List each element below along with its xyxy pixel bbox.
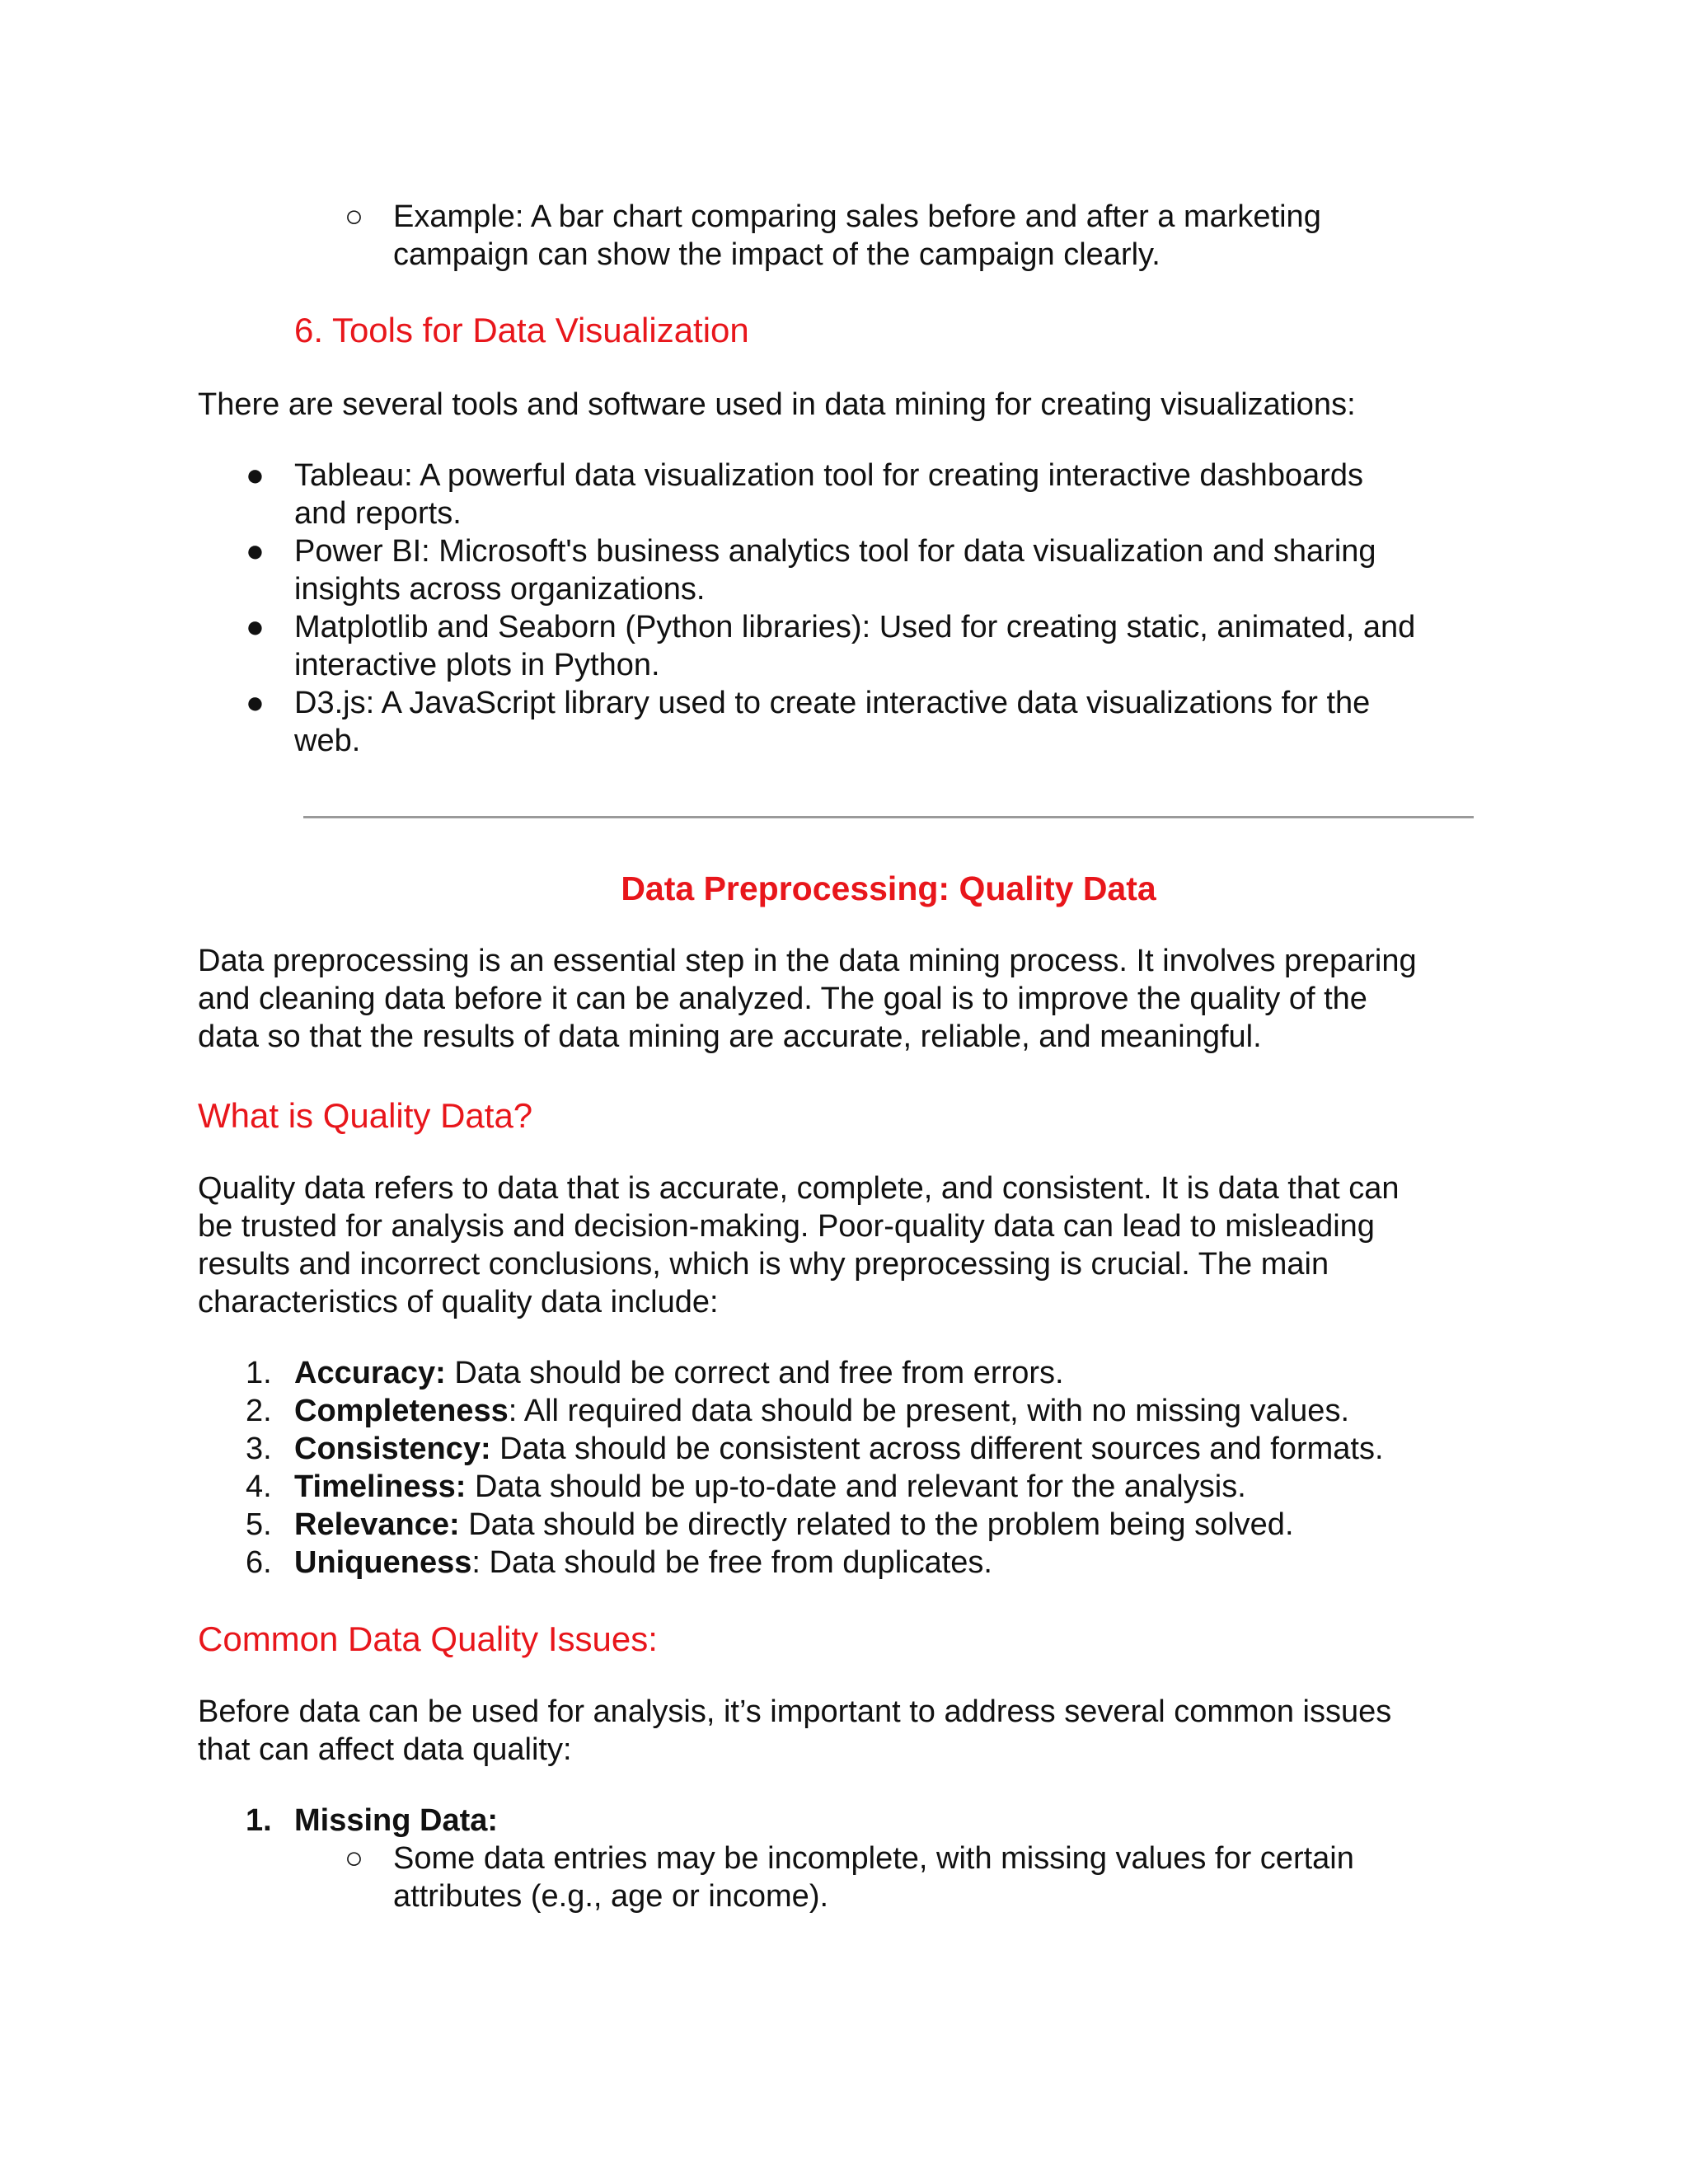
tool-matplotlib-line-2: interactive plots in Python. (294, 648, 660, 682)
tool-tableau-line-1: Tableau: A powerful data visualization tool for creating interactive dashboards (294, 458, 1364, 493)
list-number: 4. (246, 1469, 272, 1504)
preprocessing-intro-line-3: data so that the results of data mining are accurate, reliable, and meaningful. (198, 1019, 1262, 1054)
bullet-icon: ● (246, 458, 265, 493)
list-number: 1. (246, 1803, 272, 1838)
characteristic-desc: Data should be consistent across different sources and formats. (490, 1432, 1384, 1466)
missing-data-line-2: attributes (e.g., age or income). (393, 1879, 829, 1914)
circle-bullet-icon: ○ (345, 199, 363, 234)
list-number: 6. (246, 1545, 272, 1580)
tool-powerbi-line-1: Power BI: Microsoft's business analytics tool for data visualization and sharing (294, 534, 1376, 569)
characteristic-term: Timeliness: (294, 1469, 467, 1504)
tool-tableau-line-2: and reports. (294, 496, 462, 531)
issues-intro-line-2: that can affect data quality: (198, 1732, 572, 1767)
characteristic-term: Uniqueness (294, 1545, 472, 1580)
quality-intro-line-4: characteristics of quality data include: (198, 1285, 719, 1319)
tool-d3-line-1: D3.js: A JavaScript library used to create interactive data visualizations for the (294, 686, 1371, 720)
characteristic-desc: Data should be directly related to the problem being solved. (459, 1507, 1294, 1542)
example-line-1: Example: A bar chart comparing sales before and after a marketing (393, 199, 1321, 234)
tool-d3-line-2: web. (294, 724, 361, 758)
section-title: Data Preprocessing: Quality Data (621, 869, 1156, 907)
issue-missing-data-title: Missing Data: (294, 1803, 499, 1838)
characteristic-term: Accuracy: (294, 1356, 446, 1390)
tool-matplotlib-line-1: Matplotlib and Seaborn (Python libraries): Used for creating static, animated, and (294, 610, 1416, 644)
bullet-icon: ● (246, 534, 265, 569)
missing-data-line-1: Some data entries may be incomplete, with missing values for certain (393, 1841, 1354, 1876)
issues-heading: Common Data Quality Issues: (198, 1619, 658, 1658)
preprocessing-intro-line-1: Data preprocessing is an essential step in the data mining process. It involves preparing (198, 944, 1417, 978)
preprocessing-intro-line-2: and cleaning data before it can be analyzed. The goal is to improve the quality of the (198, 982, 1367, 1016)
horizontal-divider (303, 816, 1474, 818)
characteristic-term: Consistency: (294, 1432, 491, 1466)
example-line-2: campaign can show the impact of the campaign clearly. (393, 237, 1160, 272)
quality-intro-line-3: results and incorrect conclusions, which is why preprocessing is crucial. The main (198, 1247, 1329, 1282)
tools-intro: There are several tools and software used in data mining for creating visualizations: (198, 387, 1356, 422)
characteristic-term: Relevance: (294, 1507, 460, 1542)
characteristic-consistency (294, 1430, 1384, 1468)
quality-heading: What is Quality Data? (198, 1096, 533, 1135)
characteristic-desc: Data should be up-to-date and relevant for the analysis. (466, 1469, 1246, 1504)
characteristic-term: Completeness (294, 1394, 509, 1428)
characteristic-completeness (294, 1392, 1349, 1430)
circle-bullet-icon: ○ (345, 1841, 363, 1876)
quality-intro-line-1: Quality data refers to data that is accurate, complete, and consistent. It is data that can (198, 1171, 1400, 1206)
list-number: 3. (246, 1432, 272, 1466)
characteristic-accuracy (294, 1354, 1064, 1392)
characteristic-uniqueness (294, 1544, 992, 1582)
list-number: 5. (246, 1507, 272, 1542)
tools-heading: 6. Tools for Data Visualization (294, 311, 749, 349)
characteristic-timeliness (294, 1468, 1246, 1506)
list-number: 1. (246, 1356, 272, 1390)
characteristic-relevance (294, 1506, 1294, 1544)
characteristic-desc: Data should be correct and free from errors. (445, 1356, 1064, 1390)
issues-intro-line-1: Before data can be used for analysis, it’s important to address several common issues (198, 1694, 1392, 1729)
tool-powerbi-line-2: insights across organizations. (294, 572, 706, 607)
characteristic-desc: : All required data should be present, with no missing values. (508, 1394, 1349, 1428)
quality-intro-line-2: be trusted for analysis and decision-making. Poor-quality data can lead to misleading (198, 1209, 1375, 1244)
bullet-icon: ● (246, 610, 265, 644)
characteristic-desc: : Data should be free from duplicates. (471, 1545, 992, 1580)
bullet-icon: ● (246, 686, 265, 720)
list-number: 2. (246, 1394, 272, 1428)
